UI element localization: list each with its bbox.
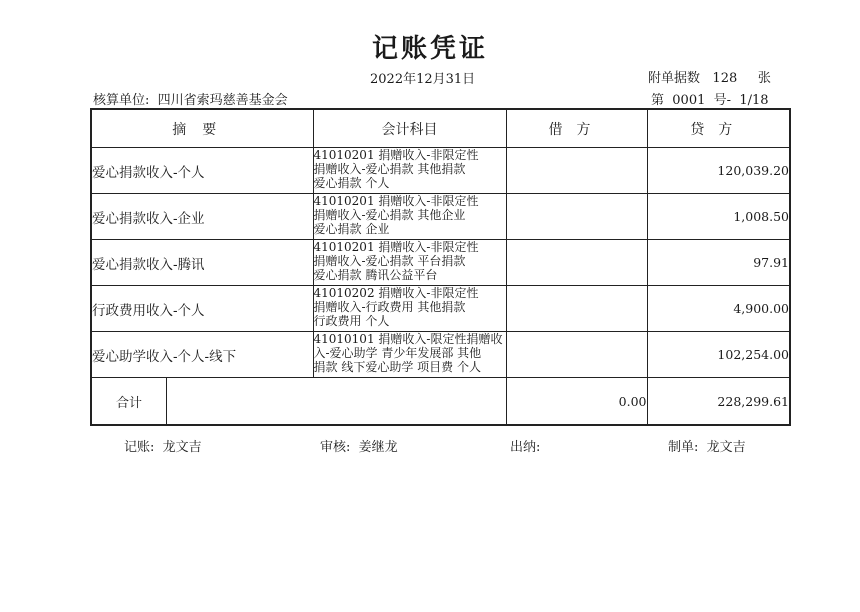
footer-reviewer	[320, 436, 398, 455]
row-debit	[506, 332, 647, 378]
row-summary: 爱心捐款收入-企业	[91, 194, 313, 240]
voucher-number-value: 0001	[672, 93, 706, 108]
total-label: 合计	[92, 378, 167, 424]
attachments-unit: 张	[757, 71, 771, 86]
attachments-label: 附单据数	[648, 71, 701, 86]
voucher-page: 1/18	[739, 93, 769, 108]
account-line: 41010201 捐赠收入-非限定性	[313, 194, 479, 208]
account-line: 捐赠收入-爱心捐款 其他企业	[313, 208, 466, 222]
account-line: 捐赠收入-爱心捐款 其他捐款	[313, 162, 466, 176]
accounting-unit-label: 核算单位:	[93, 93, 150, 108]
row-account	[313, 286, 506, 332]
table-row	[91, 332, 790, 378]
total-debit: 0.00	[506, 378, 647, 426]
account-line: 爱心捐款 企业	[313, 222, 390, 236]
total-credit: 228,299.61	[647, 378, 790, 426]
row-debit	[506, 148, 647, 194]
voucher-number-prefix: 第	[651, 93, 665, 108]
row-credit: 97.91	[647, 240, 790, 286]
account-line: 41010201 捐赠收入-非限定性	[313, 148, 479, 162]
voucher-table	[90, 108, 791, 426]
footer-cashier	[510, 436, 549, 455]
row-summary: 爱心助学收入-个人-线下	[91, 332, 313, 378]
footer-preparer	[668, 436, 746, 455]
row-summary: 行政费用收入-个人	[91, 286, 313, 332]
attachments-count	[648, 67, 771, 86]
voucher-number-suffix: 号-	[713, 93, 732, 108]
preparer-label: 制单:	[668, 440, 699, 455]
voucher-title: 记账凭证	[371, 34, 488, 64]
table-row	[91, 194, 790, 240]
account-line: 41010101 捐赠收入-限定性捐赠收	[313, 332, 503, 346]
row-account	[313, 332, 506, 378]
account-line: 入-爱心助学 青少年发展部 其他	[313, 346, 482, 360]
account-line: 41010201 捐赠收入-非限定性	[313, 240, 479, 254]
row-credit: 4,900.00	[647, 286, 790, 332]
row-account	[313, 194, 506, 240]
row-debit	[506, 240, 647, 286]
account-line: 捐赠收入-爱心捐款 平台捐款	[313, 254, 466, 268]
row-account	[313, 240, 506, 286]
table-row	[91, 148, 790, 194]
header-debit: 借方	[506, 109, 647, 148]
account-line: 行政费用 个人	[313, 314, 390, 328]
bookkeeper-name: 龙文吉	[162, 440, 202, 455]
preparer-name: 龙文吉	[706, 440, 746, 455]
account-line: 爱心捐款 个人	[313, 176, 390, 190]
header-account: 会计科目	[313, 109, 506, 148]
account-line: 捐赠收入-行政费用 其他捐款	[313, 300, 466, 314]
account-line: 爱心捐款 腾讯公益平台	[313, 268, 438, 282]
header-credit: 贷方	[647, 109, 790, 148]
footer-bookkeeper	[124, 436, 202, 455]
account-line: 41010202 捐赠收入-非限定性	[313, 286, 479, 300]
reviewer-label: 审核:	[320, 440, 351, 455]
row-credit: 102,254.00	[647, 332, 790, 378]
total-row	[91, 378, 790, 426]
row-debit	[506, 194, 647, 240]
attachments-number: 128	[712, 71, 738, 86]
row-credit: 1,008.50	[647, 194, 790, 240]
table-row	[91, 240, 790, 286]
cashier-label: 出纳:	[510, 440, 541, 455]
accounting-unit	[93, 89, 288, 108]
header-summary: 摘要	[91, 109, 313, 148]
row-summary: 爱心捐款收入-腾讯	[91, 240, 313, 286]
row-account	[313, 148, 506, 194]
row-credit: 120,039.20	[647, 148, 790, 194]
table-header-row	[91, 109, 790, 148]
reviewer-name: 姜继龙	[358, 440, 398, 455]
accounting-unit-name: 四川省索玛慈善基金会	[157, 93, 288, 108]
row-summary: 爱心捐款收入-个人	[91, 148, 313, 194]
bookkeeper-label: 记账:	[124, 440, 155, 455]
voucher-date: 2022年12月31日	[370, 72, 476, 87]
row-debit	[506, 286, 647, 332]
account-line: 捐款 线下爱心助学 项目费 个人	[313, 360, 481, 374]
voucher-number	[651, 89, 769, 108]
table-row	[91, 286, 790, 332]
